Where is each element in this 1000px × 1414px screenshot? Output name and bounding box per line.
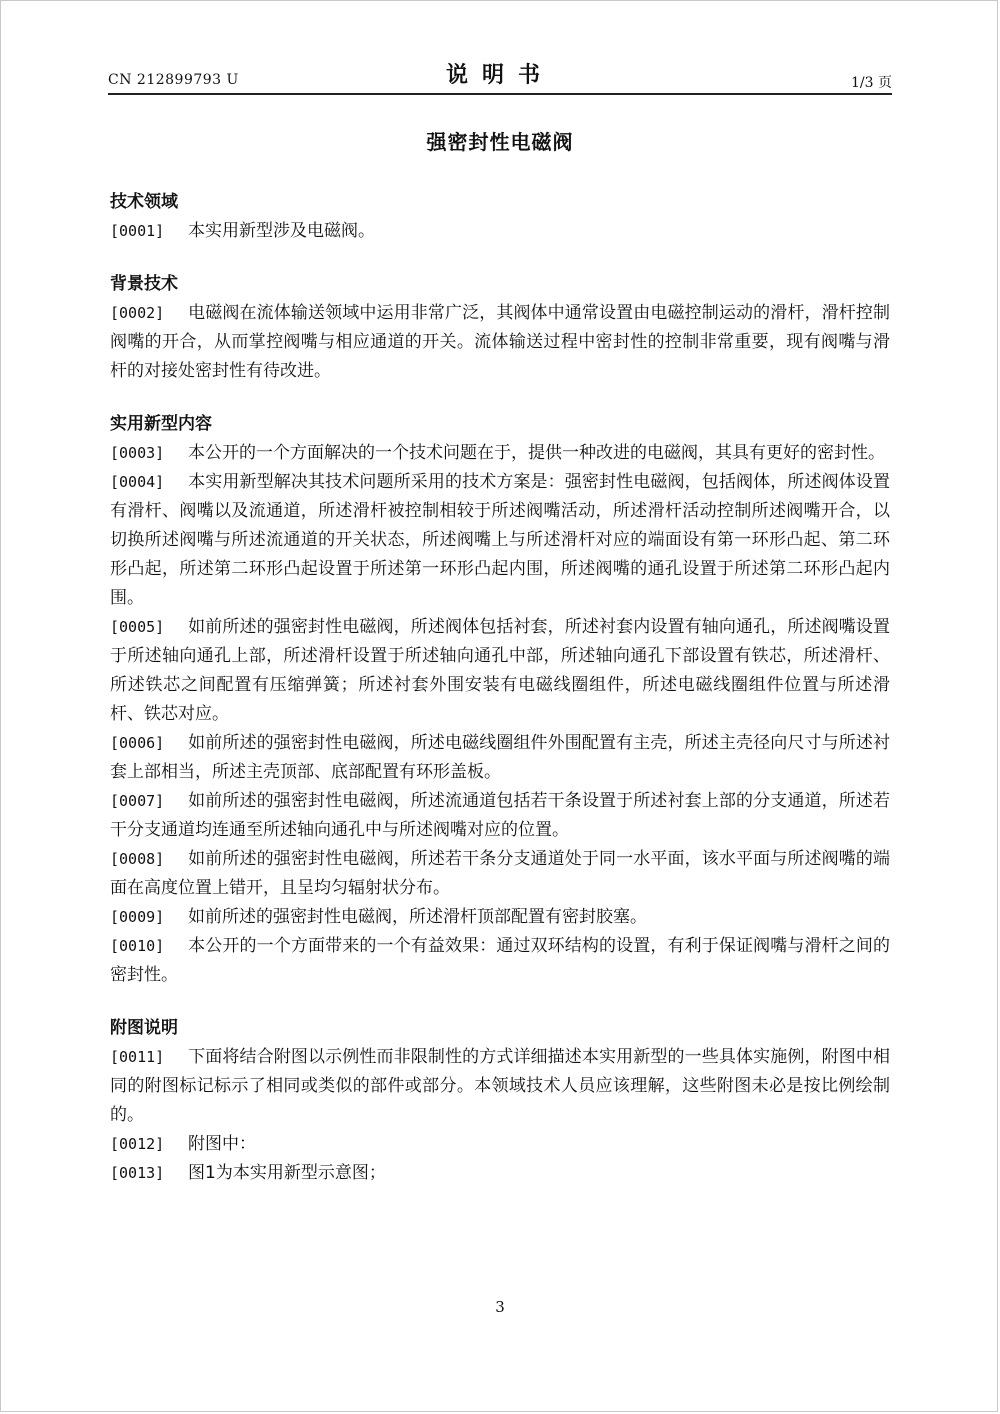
document-type: 说明书	[445, 63, 554, 88]
paragraph-text: 本公开的一个方面解决的一个技术问题在于，提供一种改进的电磁阀，其具有更好的密封性。	[188, 443, 885, 463]
paragraph	[110, 439, 890, 468]
paragraph	[110, 1130, 890, 1159]
paragraph-text: 本实用新型解决其技术问题所采用的技术方案是：强密封性电磁阀，包括阀体，所述阀体设置有滑杆、阀嘴以及流通道，所述滑杆被控制相较于所述阀嘴活动，所述滑杆活动控制所述阀嘴开合，以切换所述阀嘴与所述流通道的开关状态，所述阀嘴上与所述滑杆对应的端面设有第一环形凸起、第二环形凸起，所述第二环形凸起设置于所述第一环形凸起内围，所述阀嘴的通孔设置于所述第二环形凸起内围。	[110, 472, 890, 608]
paragraph-number: [0012]	[110, 1135, 165, 1153]
page-label: 1/3 页	[851, 75, 892, 91]
paragraph	[110, 613, 890, 729]
paragraph	[110, 468, 890, 613]
paragraph-text: 如前所述的强密封性电磁阀，所述滑杆顶部配置有密封胶塞。	[188, 907, 647, 927]
paragraph-number: [0010]	[110, 937, 165, 955]
paragraph-number: [0009]	[110, 908, 165, 926]
paragraph-text: 如前所述的强密封性电磁阀，所述阀体包括衬套，所述衬套内设置有轴向通孔，所述阀嘴设置于所述轴向通孔上部，所述滑杆设置于所述轴向通孔中部，所述轴向通孔下部设置有铁芯，所述滑杆、所述铁芯之间配置有压缩弹簧；所述衬套外围安装有电磁线圈组件，所述电磁线圈组件位置与所述滑杆、铁芯对应。	[110, 617, 890, 724]
paragraph	[110, 903, 890, 932]
paragraph	[110, 1159, 890, 1188]
page-number: 3	[495, 1298, 505, 1316]
paragraph-number: [0007]	[110, 792, 165, 810]
header-rule	[108, 93, 892, 95]
section-heading: 背景技术	[110, 274, 178, 294]
paragraph	[110, 1043, 890, 1130]
paragraph-number: [0011]	[110, 1048, 165, 1066]
paragraph-text: 下面将结合附图以示例性而非限制性的方式详细描述本实用新型的一些具体实施例，附图中相同的附图标记标示了相同或类似的部件或部分。本领域技术人员应该理解，这些附图未必是按比例绘制的。	[110, 1047, 890, 1125]
paragraph-number: [0002]	[110, 304, 165, 322]
paragraph-text: 如前所述的强密封性电磁阀，所述电磁线圈组件外围配置有主壳，所述主壳径向尺寸与所述衬套上部相当，所述主壳顶部、底部配置有环形盖板。	[110, 733, 890, 782]
section-heading: 技术领域	[110, 192, 178, 212]
paragraph-number: [0005]	[110, 618, 165, 636]
paragraph	[110, 932, 890, 990]
paragraph-number: [0013]	[110, 1164, 165, 1182]
paragraph-text: 图1为本实用新型示意图；	[188, 1163, 386, 1183]
paragraph-text: 附图中：	[188, 1134, 256, 1154]
page-header	[108, 54, 892, 94]
document-title: 强密封性电磁阀	[426, 130, 574, 154]
paragraph-text: 本公开的一个方面带来的一个有益效果：通过双环结构的设置，有利于保证阀嘴与滑杆之间的密封性。	[110, 936, 890, 985]
paragraph-text: 本实用新型涉及电磁阀。	[188, 221, 375, 241]
section-heading: 附图说明	[110, 1018, 178, 1038]
document-body	[110, 188, 890, 1188]
paragraph-number: [0006]	[110, 734, 165, 752]
paragraph-text: 如前所述的强密封性电磁阀，所述若干条分支通道处于同一水平面，该水平面与所述阀嘴的端面在高度位置上错开，且呈均匀辐射状分布。	[110, 849, 890, 898]
paragraph-number: [0001]	[110, 222, 165, 240]
paragraph-text: 电磁阀在流体输送领域中运用非常广泛，其阀体中通常设置由电磁控制运动的滑杆，滑杆控制阀嘴的开合，从而掌控阀嘴与相应通道的开关。流体输送过程中密封性的控制非常重要，现有阀嘴与滑杆的对接处密封性有待改进。	[110, 303, 890, 381]
paragraph-number: [0008]	[110, 850, 165, 868]
section-gap	[110, 386, 890, 410]
section-heading: 实用新型内容	[110, 414, 212, 434]
paragraph	[110, 845, 890, 903]
paragraph-number: [0004]	[110, 473, 165, 491]
paragraph	[110, 787, 890, 845]
paragraph	[110, 299, 890, 386]
publication-number: CN 212899793 U	[108, 72, 239, 88]
paragraph	[110, 217, 890, 246]
paragraph-number: [0003]	[110, 444, 165, 462]
paragraph	[110, 729, 890, 787]
section-gap	[110, 990, 890, 1014]
section-gap	[110, 246, 890, 270]
paragraph-text: 如前所述的强密封性电磁阀，所述流通道包括若干条设置于所述衬套上部的分支通道，所述若干分支通道均连通至所述轴向通孔中与所述阀嘴对应的位置。	[110, 791, 890, 840]
